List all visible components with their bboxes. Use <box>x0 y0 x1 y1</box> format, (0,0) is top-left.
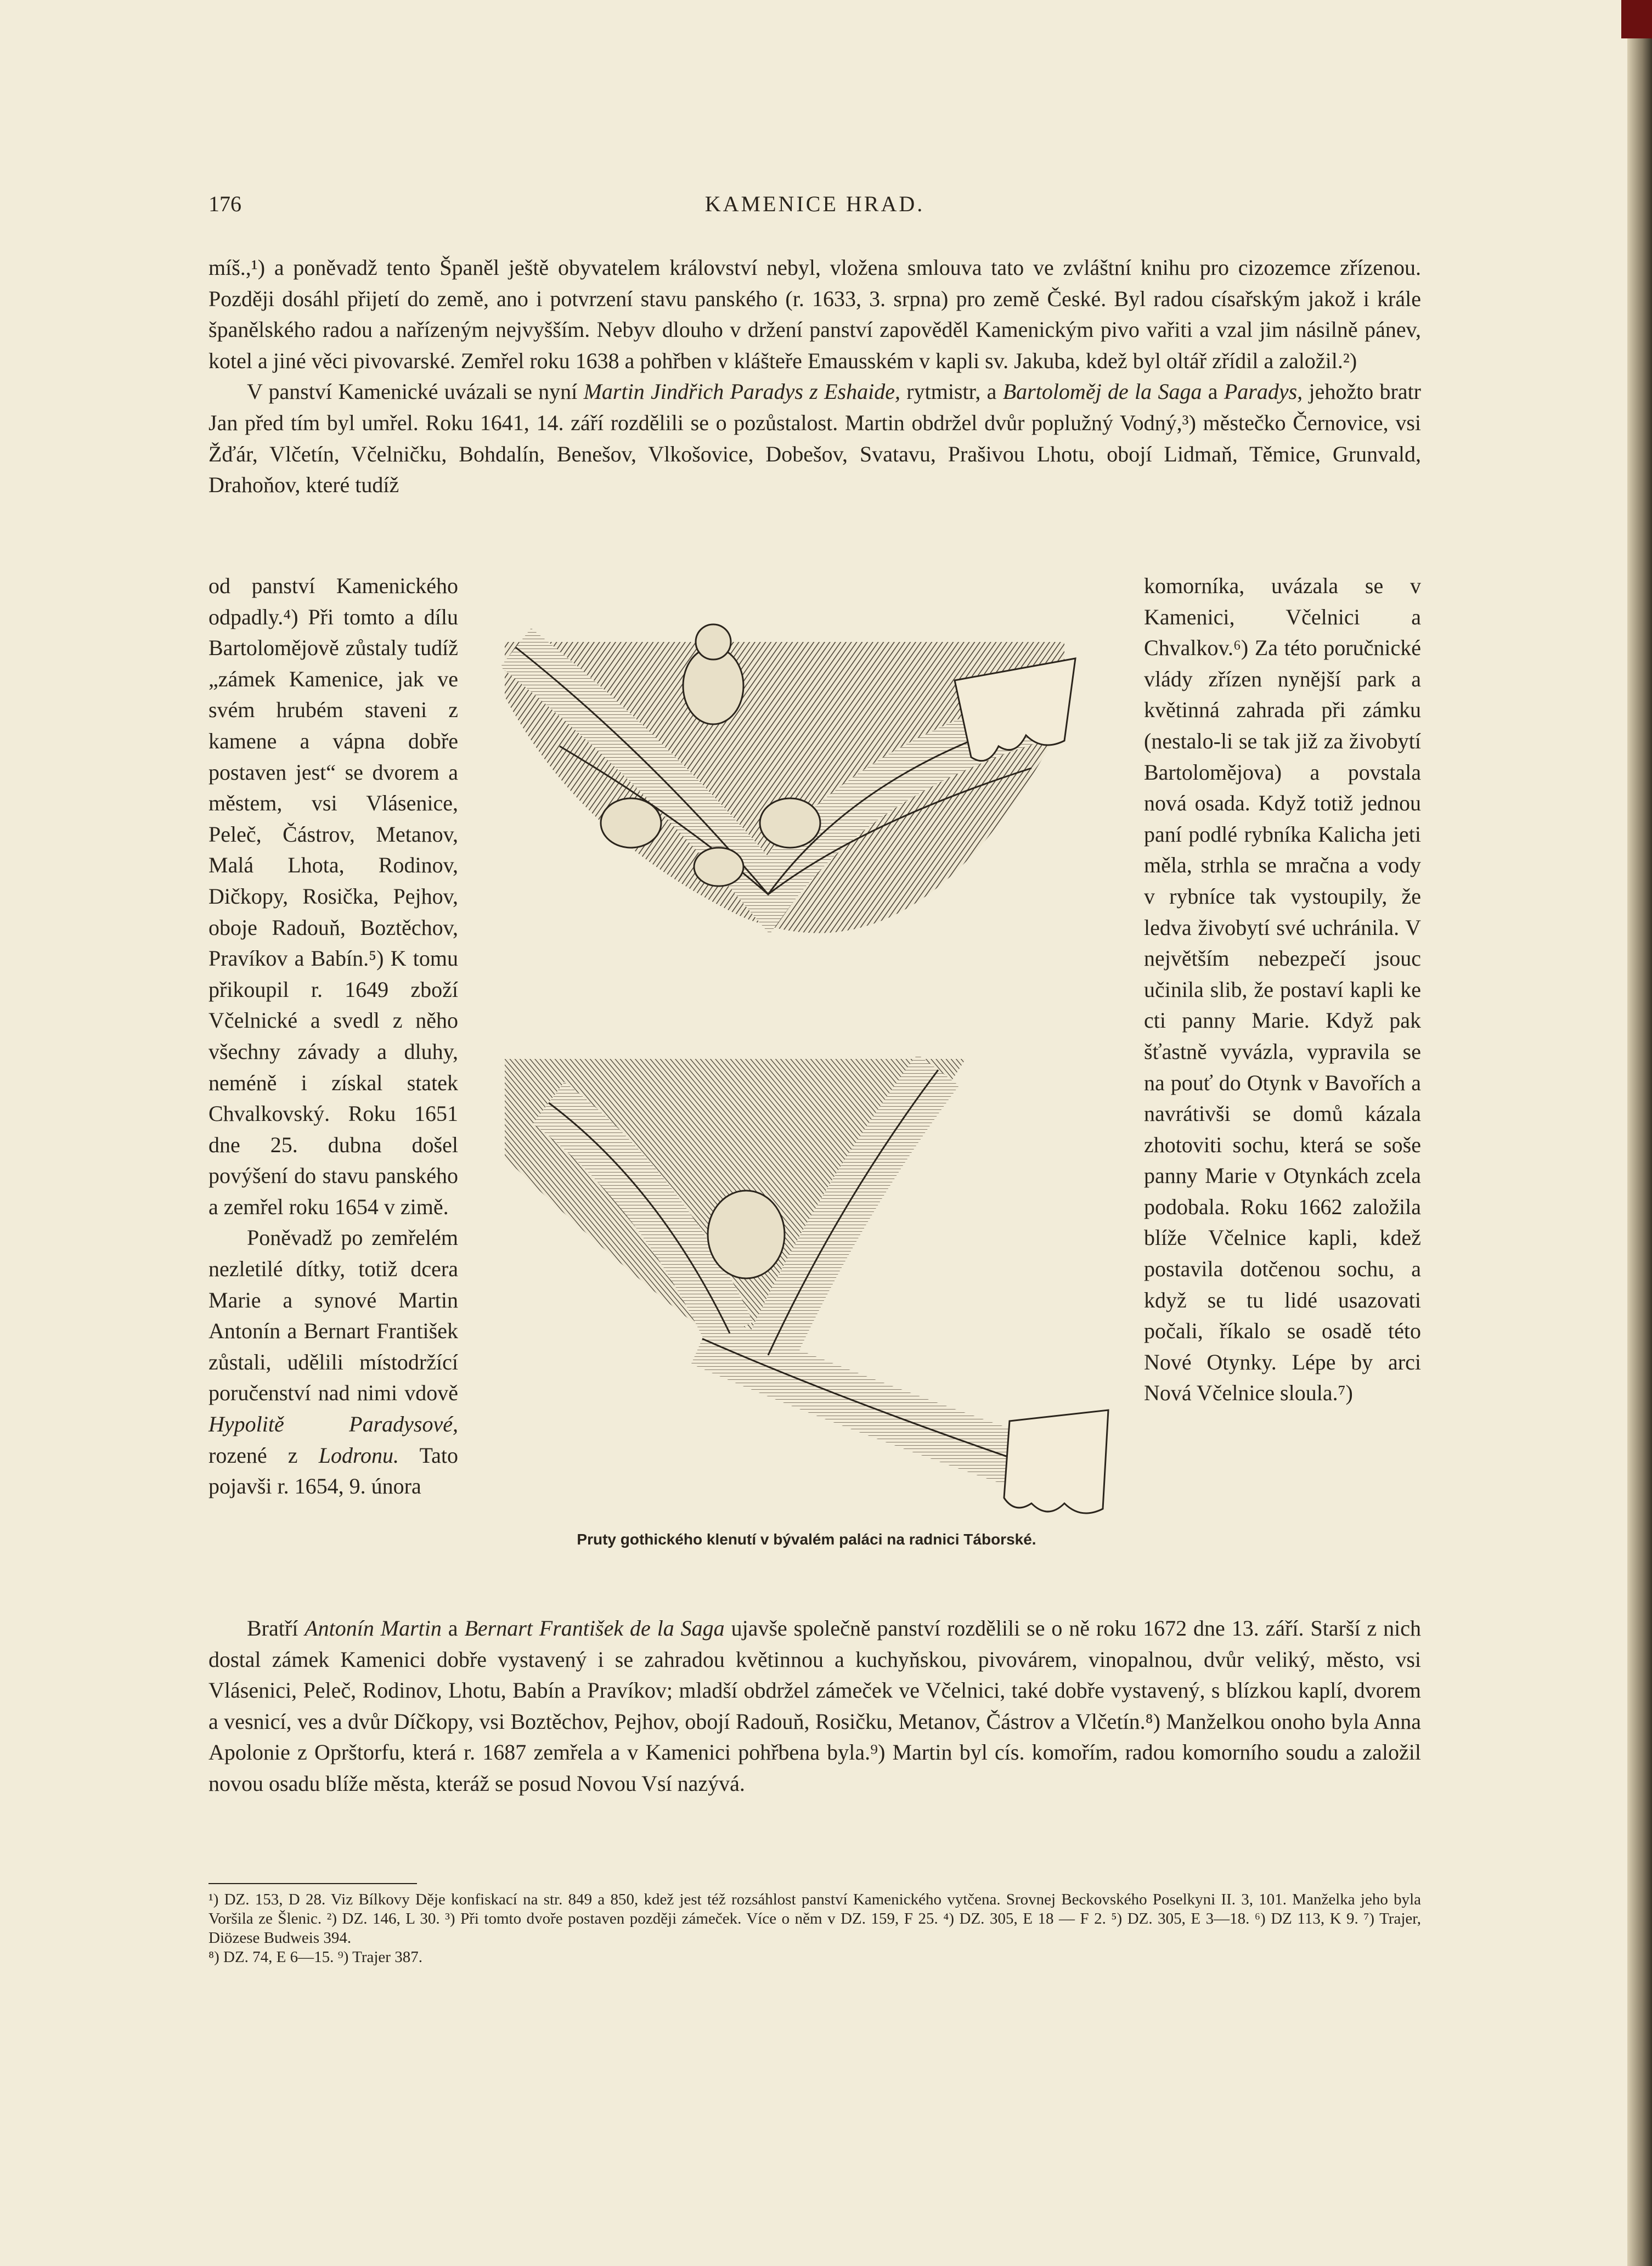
left-column-text-a: Poněvadž po zemřelém nezletilé dítky, totiž dcera Marie a synové Martin Antonín a Bernart František zůstali, udělili místodržící poručenství nad nimi vdově <box>208 1225 458 1406</box>
lower-horizontal-rib <box>702 1339 1031 1465</box>
upper-figure-head <box>696 624 731 659</box>
footnote-line-2: ⁸) DZ. 74, E 6—15. ⁹) Trajer 387. <box>208 1948 422 1966</box>
upper-right-figure <box>760 798 820 848</box>
vault-rib-illustration <box>483 609 1130 1586</box>
paragraph-2-text-b: rytmistr, a <box>900 379 1003 404</box>
left-column-paragraph-2 <box>208 1222 458 1502</box>
paragraph-3-text-b: a <box>441 1616 465 1641</box>
footnote-divider <box>208 1883 417 1884</box>
person-name-antonin-martin: Antonín Martin <box>305 1616 442 1641</box>
person-name-martin-jindrich: Martin Jindřich Paradys z Eshaide, <box>583 379 900 404</box>
upper-left-figure <box>601 798 661 848</box>
right-column <box>1144 571 1421 1409</box>
paragraph-3-text-a: Bratří <box>247 1616 305 1641</box>
body-text-top <box>208 252 1421 501</box>
upper-center-figure <box>694 848 743 886</box>
place-name-lodron: Lodronu. <box>318 1442 399 1468</box>
paragraph-3 <box>208 1613 1421 1800</box>
paragraph-2-text-a: V panství Kamenické uvázali se nyní <box>247 379 584 404</box>
person-name-hypolita: Hypolitě Paradysové, <box>208 1412 458 1437</box>
paragraph-1: míš.,¹) a poněvadž tento Španěl ještě obyvatelem království nebyl, vložena smlouva tato ve zvláštní knihu pro cizozemce zřízenou. Později dosáhl přijetí do země, ano i potvrzení stavu panského (r. 1633, 3. srpna) pro země České. Byl radou císařským jakož i krále španělského radou a nařízeným nejvyšším. Nebyv dlouho v držení panství zapověděl Kamenickým pivo vařiti a vzal jim násilně pánev, kotel a jiné věci pivovarské. Zemřel roku 1638 a pohřben v klášteře Emausském v kapli sv. Jakuba, kdež byl oltář zřídil a založil.²) <box>208 255 1421 373</box>
person-name-bernart-frantisek: Bernart František de la Saga <box>464 1616 725 1641</box>
paragraph-2-text-d: jehožto bratr Jan před tím byl umřel. Roku 1641, 14. září rozdělili se o pozůstalost. Martin obdržel dvůr poplužný Vodný,³) městečko Černovice, vsi Žďár, Vlčetín, Včelničku, Bohdalín, Benešov, Vlkošovice, Dobešov, Svatavu, Prašivou Lhotu, obojí Lidmaň, Těmice, Grunvald, Drahoňov, které tudíž <box>208 379 1422 498</box>
footnote-line-1: ¹) DZ. 153, D 28. Viz Bílkovy Děje konfiskací na str. 849 a 850, kdež jest též rozsáhlost panství Kamenického vytčena. Srovnej Beckovského Poselkyni II. 3, 101. Manželka jeho byla Voršila ze Šlenic. ²) DZ. 146, L 30. ³) Při tomto dvoře postaven později zámeček. Více o něm v DZ. 159, F 25. ⁴) DZ. 305, E 18 — F 2. ⁵) DZ. 305, E 3—18. ⁶) DZ 113, K 9. ⁷) Trajer, Diözese Budweis 394. <box>208 1891 1421 1947</box>
page-number: 176 <box>208 191 241 216</box>
left-column-text-b: rozené z <box>208 1442 319 1468</box>
left-column <box>208 571 458 1502</box>
lower-rib-profile <box>1004 1410 1108 1513</box>
figure-caption: Pruty gothického klenutí v bývalém paláci na radnici Táborské. <box>577 1531 1036 1548</box>
left-column-text-c: Tato pojavši r. 1654, 9. února <box>208 1442 458 1499</box>
page-edge-shadow <box>1627 0 1652 2266</box>
left-column-paragraph-1: od panství Kamenického odpadly.⁴) Při tomto a dílu Bartolomějově zůstaly tudíž „zámek Kamenice, jak ve svém hrubém staveni z kamene a vápna dobře postaven jest“ se dvorem a městem, vsi Vlásenice, Peleč, Částrov, Metanov, Malá Lhota, Rodinov, Dičkopy, Rosička, Pejhov, oboje Radouň, Boztěchov, Pravíkov a Babín.⁵) K tomu přikoupil r. 1649 zboží Včelnické a svedl z něho všechny závady a dluhy, neméně i získal statek Chvalkovský. Roku 1651 dne 25. dubna došel povýšení do stavu panského a zemřel roku 1654 v zimě. <box>208 573 458 1219</box>
vault-engraving <box>483 609 1130 1520</box>
running-title: KAMENICE HRAD. <box>704 191 925 216</box>
paragraph-2-text-c: a <box>1202 379 1224 404</box>
right-column-paragraph: komorníka, uvázala se v Kamenici, Včelnici a Chvalkov.⁶) Za této poručnické vlády zřízen nynější park a květinná zahrada při zámku (nestalo-li se tak již za živobytí Bartolomějova) a povstala nová osada. Když totiž jednou paní podlé rybníka Kalicha jeti měla, strhla se mračna a vody v rybníce tak vystoupily, že ledva živobytí své uchránila. V největším nebezpečí jsouc učinila slib, že postaví kapli ke cti panny Marie. Když pak šťastně vyvázla, vypravila se na pouť do Otynk v Bavořích a navrátivši se domů kázala zhotoviti sochu, která se soše panny Marie v Otynkách zcela podobala. Roku 1662 založila blíže Včelnice kapli, kdež postavila dotčenou sochu, a když se tu lidé usazovati počali, říkalo se osadě této Nové Otynky. Lépe by arci Nová Včelnice sloula.⁷) <box>1144 573 1421 1406</box>
body-text-bottom <box>208 1613 1421 1800</box>
lower-corbel-figure <box>708 1191 785 1278</box>
page-header <box>208 191 1421 224</box>
footnotes <box>208 1890 1421 1967</box>
paragraph-2 <box>208 376 1421 500</box>
person-name-bartolomej: Bartoloměj de la Saga <box>1002 379 1202 404</box>
page-corner-mark <box>1621 0 1652 38</box>
person-name-paradys: Paradys, <box>1224 379 1303 404</box>
paragraph-3-text-c: ujavše společně panství rozdělili se o ně roku 1672 dne 13. září. Starší z nich dostal zámek Kamenici dobře vystavený i se zahradou květinnou a kuchyňskou, pivovárem, vinopalnou, dvůr veliký, město, vsi Vlásenici, Peleč, Rodinov, Lhotu, Babín a Pravíkov; mladší obdržel zámeček ve Včelnici, také dobře vystavený, s blízkou kaplí, dvorem a vesnicí, ves a dvůr Díčkopy, vsi Boztěchov, Pejhov, obojí Radouň, Rosičku, Metanov, Částrov a Vlčetín.⁸) Manželkou onoho byla Anna Apolonie z Oprštorfu, která r. 1687 zemřela a v Kamenici pohřbena byla.⁹) Martin byl cís. komořím, radou komorního soudu a založil novou osadu blíže města, kteráž se posud Novou Vsí nazývá. <box>208 1616 1421 1796</box>
